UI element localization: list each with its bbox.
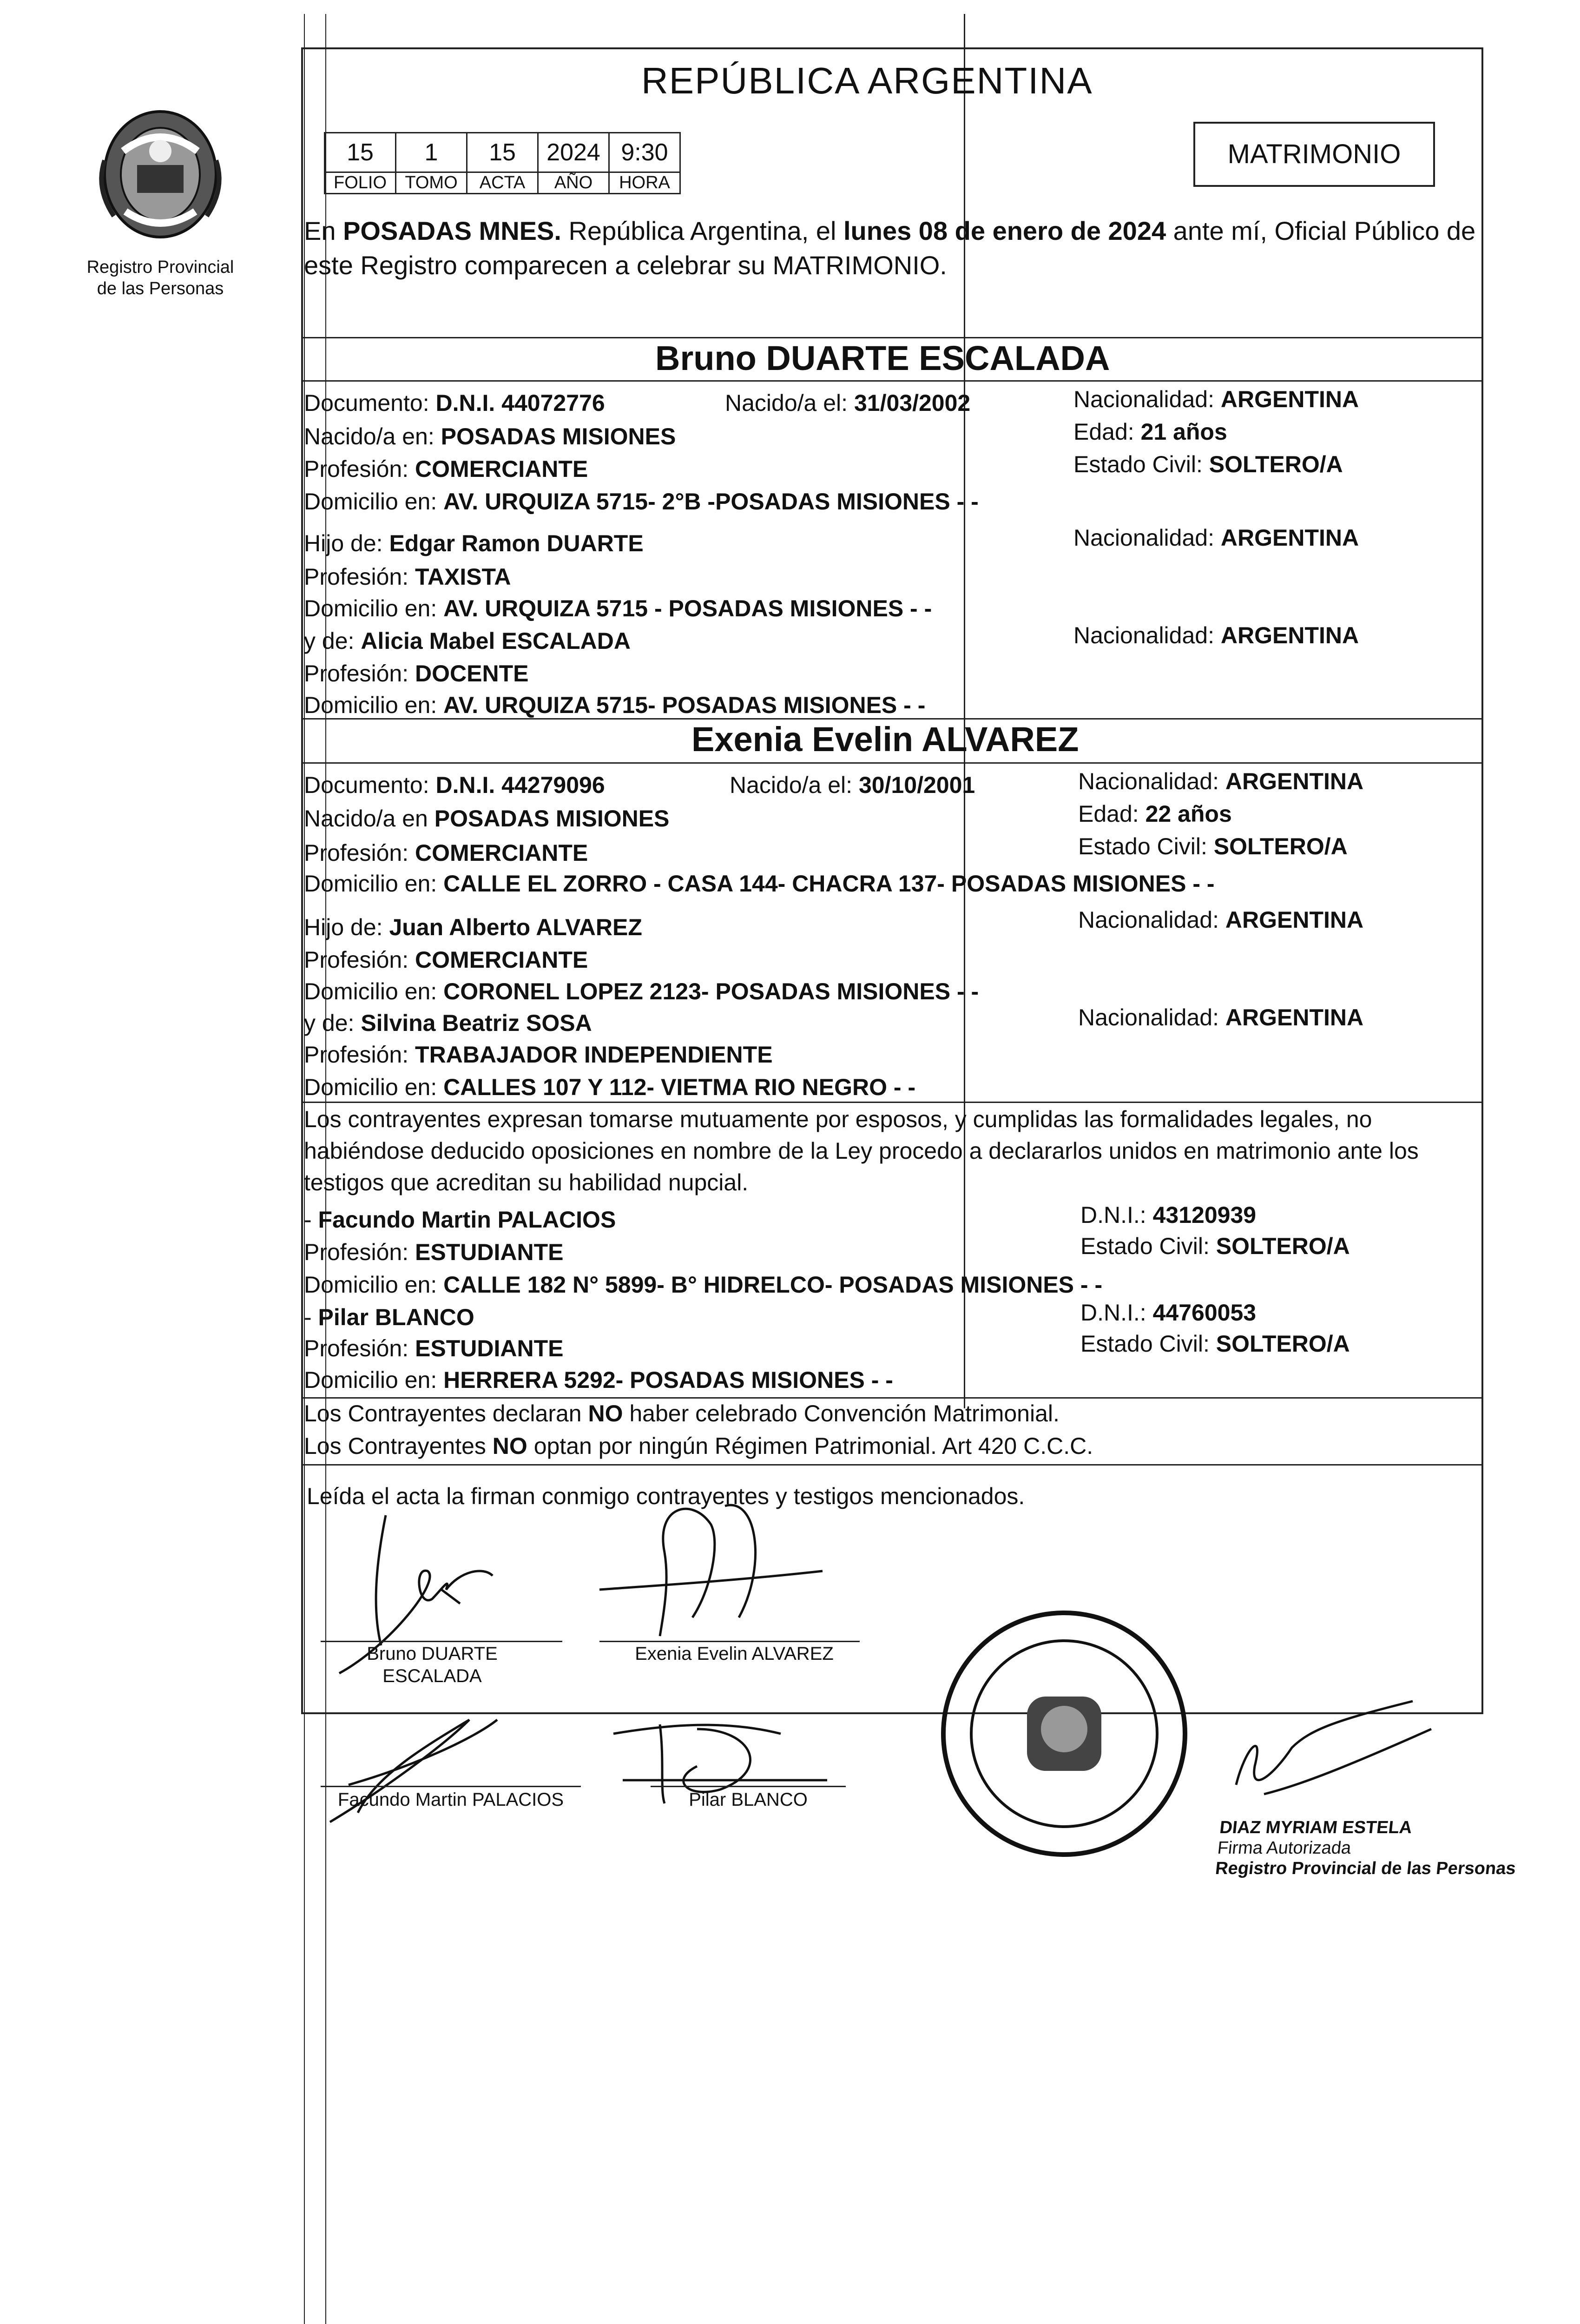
page-title: REPÚBLICA ARGENTINA — [641, 60, 1093, 101]
value: TRABAJADOR INDEPENDIENTE — [415, 1042, 773, 1068]
label: Nacido/a el: — [725, 390, 848, 416]
signature-line-3 — [321, 1786, 581, 1787]
label: Nacionalidad: — [1078, 1004, 1219, 1030]
label: Nacionalidad: — [1073, 386, 1214, 412]
spouse2-place — [304, 805, 669, 832]
divider-6 — [301, 1397, 1483, 1399]
official-office: Registro Provincial de las Personas — [1214, 1859, 1517, 1878]
value: SOLTERO/A — [1216, 1233, 1350, 1259]
label: Edad: — [1073, 419, 1134, 445]
value: COMERCIANTE — [415, 840, 588, 866]
spouse2-mother — [304, 1010, 592, 1037]
intro-text-2: República Argentina, el — [561, 216, 843, 245]
spouse1-name: Bruno DUARTE ESCALADA — [655, 339, 1110, 377]
value: DOCENTE — [415, 660, 529, 687]
value: ESTUDIANTE — [415, 1239, 564, 1265]
signature-facundo — [321, 1692, 516, 1841]
dash: - — [304, 1304, 318, 1330]
label: Profesión: — [304, 840, 409, 866]
witness1-civil — [1080, 1233, 1350, 1260]
spouse1-nat — [1073, 386, 1359, 413]
label: Hijo de: — [304, 530, 383, 556]
text2: haber celebrado Convención Matrimonial. — [623, 1400, 1060, 1426]
signature-exenia — [572, 1497, 850, 1645]
value: HERRERA 5292- POSADAS MISIONES - - — [443, 1367, 893, 1393]
label: Profesión: — [304, 564, 409, 590]
spouse2-mother-prof — [304, 1041, 773, 1068]
intro-text-1: En — [304, 216, 343, 245]
divider-2 — [301, 380, 1483, 382]
label: Estado Civil: — [1078, 833, 1207, 859]
value: AV. URQUIZA 5715- 2°B -POSADAS MISIONES - - — [443, 489, 979, 515]
dash: - — [304, 1207, 318, 1233]
value: 21 años — [1140, 419, 1227, 445]
witness1-prof — [304, 1239, 564, 1266]
convention-statement — [304, 1400, 1060, 1427]
closing-statement: Leída el acta la firman conmigo contrayentes y testigos mencionados. — [307, 1483, 1025, 1509]
label: Nacionalidad: — [1078, 768, 1219, 794]
label: Nacido/a en — [304, 805, 428, 832]
divider-4 — [301, 762, 1483, 764]
value: ARGENTINA — [1220, 622, 1359, 648]
acta-label: ACTA — [467, 172, 538, 194]
witness2-name — [304, 1304, 474, 1331]
official-name: DIAZ MYRIAM ESTELA — [1218, 1818, 1413, 1837]
spouse1-mother-nat — [1073, 622, 1359, 649]
hour-label: HORA — [609, 172, 680, 194]
label: Hijo de: — [304, 914, 383, 940]
value: Edgar Ramon DUARTE — [389, 530, 644, 556]
witness2-civil — [1080, 1330, 1350, 1357]
spouse1-age — [1073, 418, 1227, 445]
spouse2-mother-dom — [304, 1074, 915, 1101]
label: Profesión: — [304, 660, 409, 687]
label: Domicilio en: — [304, 692, 437, 718]
value: ARGENTINA — [1220, 525, 1359, 551]
value: 43120939 — [1152, 1202, 1257, 1228]
spouse2-father-dom — [304, 978, 979, 1005]
value: Alicia Mabel ESCALADA — [361, 628, 631, 654]
value: TAXISTA — [415, 564, 511, 590]
label: Domicilio en: — [304, 871, 437, 897]
year-value: 2024 — [538, 133, 609, 172]
value: CALLES 107 Y 112- VIETMA RIO NEGRO - - — [443, 1074, 916, 1100]
label: Nacionalidad: — [1073, 622, 1214, 648]
value: 31/03/2002 — [854, 390, 971, 416]
spouse2-mother-nat — [1078, 1004, 1363, 1031]
label: Estado Civil: — [1073, 451, 1203, 477]
label: Domicilio en: — [304, 1367, 437, 1393]
spouse2-name: Exenia Evelin ALVAREZ — [691, 720, 1079, 759]
value: COMERCIANTE — [415, 456, 588, 482]
value: 44760053 — [1152, 1300, 1257, 1326]
tomo-label: TOMO — [396, 172, 467, 194]
signature-label-3: Facundo Martin PALACIOS — [337, 1789, 564, 1810]
spouse1-doc — [304, 390, 605, 416]
value: Silvina Beatriz SOSA — [361, 1010, 592, 1036]
intro-city: POSADAS MNES. — [343, 216, 561, 245]
label: Profesión: — [304, 456, 409, 482]
year-label: AÑO — [538, 172, 609, 194]
regime-statement — [304, 1433, 1093, 1459]
text: Los Contrayentes declaran — [304, 1400, 588, 1426]
value: ARGENTINA — [1225, 768, 1364, 794]
spouse2-father — [304, 914, 642, 941]
spouse2-father-prof — [304, 946, 588, 973]
spouse1-dom — [304, 488, 979, 515]
text: Los Contrayentes — [304, 1433, 493, 1459]
spouse2-prof — [304, 839, 588, 866]
value: SOLTERO/A — [1213, 833, 1348, 859]
label: Nacionalidad: — [1073, 525, 1214, 551]
label: Domicilio en: — [304, 489, 437, 515]
spouse1-father-prof — [304, 563, 511, 590]
value: ARGENTINA — [1220, 386, 1359, 412]
label: Documento: — [304, 390, 429, 416]
label: Domicilio en: — [304, 978, 437, 1004]
witness1-dni — [1080, 1202, 1256, 1228]
spouse1-mother-prof — [304, 660, 529, 687]
tomo-value: 1 — [396, 133, 467, 172]
signature-official — [1208, 1692, 1441, 1831]
value: Facundo Martin PALACIOS — [318, 1207, 616, 1233]
spouse2-nat — [1078, 768, 1363, 795]
value: ARGENTINA — [1225, 1004, 1364, 1030]
divider-7 — [301, 1464, 1483, 1466]
label: Domicilio en: — [304, 1074, 437, 1100]
logo-caption-line1: Registro Provincial — [86, 257, 234, 277]
label: Profesión: — [304, 1042, 409, 1068]
logo-caption-line2: de las Personas — [97, 279, 224, 298]
spouse2-dom — [304, 870, 1215, 897]
label: Estado Civil: — [1080, 1331, 1210, 1357]
signature-line-2 — [599, 1641, 860, 1642]
value: SOLTERO/A — [1216, 1331, 1350, 1357]
official-role: Firma Autorizada — [1216, 1838, 1352, 1858]
label: Nacido/a el: — [730, 772, 853, 798]
spouse1-father — [304, 530, 644, 557]
no: NO — [492, 1433, 527, 1459]
no: NO — [588, 1400, 623, 1426]
value: COMERCIANTE — [415, 947, 588, 973]
label: Documento: — [304, 772, 429, 798]
signature-label-1 — [362, 1643, 502, 1687]
shield-seal-icon — [86, 95, 235, 244]
spouse2-born — [730, 772, 975, 799]
text2: optan por ningún Régimen Patrimonial. Art 420 C.C.C. — [527, 1433, 1093, 1459]
logo-caption — [60, 257, 260, 299]
folio-value: 15 — [325, 133, 396, 172]
witness2-prof — [304, 1335, 564, 1362]
label: D.N.I.: — [1080, 1202, 1146, 1228]
label: y de: — [304, 628, 355, 654]
intro-text-3: ante mí, Oficial Público de este Registro comparecen a celebrar su MATRIMONIO. — [304, 216, 1476, 280]
value: D.N.I. 44072776 — [435, 390, 605, 416]
registry-table — [324, 132, 681, 194]
signature-label-4: Pilar BLANCO — [689, 1789, 808, 1810]
folio-label: FOLIO — [325, 172, 396, 194]
label: D.N.I.: — [1080, 1300, 1146, 1326]
witness1-name — [304, 1206, 616, 1233]
witness2-dni — [1080, 1299, 1256, 1326]
witness1-dom — [304, 1271, 1102, 1298]
label: Profesión: — [304, 1335, 409, 1361]
spouse1-born — [725, 390, 970, 416]
signature-label-2: Exenia Evelin ALVAREZ — [635, 1644, 834, 1664]
spouse1-mother-dom — [304, 692, 925, 719]
intro-date: lunes 08 de enero de 2024 — [843, 216, 1166, 245]
value: ARGENTINA — [1225, 907, 1364, 933]
spouse2-father-nat — [1078, 906, 1363, 933]
hour-value: 9:30 — [609, 133, 680, 172]
line1: Bruno DUARTE — [367, 1644, 498, 1664]
value: AV. URQUIZA 5715- POSADAS MISIONES - - — [443, 692, 926, 718]
value: D.N.I. 44279096 — [435, 772, 605, 798]
divider-5 — [301, 1102, 1483, 1103]
label: Estado Civil: — [1080, 1233, 1210, 1259]
line2: ESCALADA — [382, 1666, 482, 1686]
value: 22 años — [1145, 801, 1232, 827]
label: Profesión: — [304, 1239, 409, 1265]
value: Juan Alberto ALVAREZ — [389, 914, 642, 940]
spouse1-place — [304, 423, 676, 450]
spouse2-doc — [304, 772, 605, 799]
intro-paragraph — [304, 214, 1480, 283]
official-seal-icon — [934, 1604, 1194, 1864]
label: Edad: — [1078, 801, 1139, 827]
value: ESTUDIANTE — [415, 1335, 564, 1361]
label: Nacionalidad: — [1078, 907, 1219, 933]
signature-line-1 — [321, 1641, 562, 1642]
label: Nacido/a en: — [304, 423, 434, 449]
declaration-paragraph: Los contrayentes expresan tomarse mutuamente por esposos, y cumplidas las formalidades legales, no habiéndose deducido oposiciones en nombre de la Ley procedo a declararlos unidos en matrimonio ante los testigos que acreditan su habilidad nupcial. — [304, 1106, 1419, 1195]
value: 30/10/2001 — [858, 772, 975, 798]
spouse2-civil — [1078, 833, 1348, 860]
spouse1-prof — [304, 456, 588, 482]
label: Profesión: — [304, 947, 409, 973]
spouse2-age — [1078, 800, 1232, 827]
signature-line-4 — [651, 1786, 846, 1787]
label: Domicilio en: — [304, 1272, 437, 1298]
value: CORONEL LOPEZ 2123- POSADAS MISIONES - - — [443, 978, 979, 1004]
value: SOLTERO/A — [1209, 451, 1343, 477]
label: y de: — [304, 1010, 355, 1036]
spouse1-civil — [1073, 451, 1343, 478]
spouse1-mother — [304, 627, 631, 654]
label: Domicilio en: — [304, 595, 437, 621]
spouse1-father-dom — [304, 595, 932, 622]
witness2-dom — [304, 1367, 893, 1393]
value: CALLE 182 N° 5899- B° HIDRELCO- POSADAS MISIONES - - — [443, 1272, 1103, 1298]
value: AV. URQUIZA 5715 - POSADAS MISIONES - - — [443, 595, 932, 621]
act-type-box: MATRIMONIO — [1193, 122, 1435, 187]
value: Pilar BLANCO — [318, 1304, 474, 1330]
acta-value: 15 — [467, 133, 538, 172]
spouse1-father-nat — [1073, 524, 1359, 551]
value: POSADAS MISIONES — [441, 423, 676, 449]
value: POSADAS MISIONES — [434, 805, 670, 832]
value: CALLE EL ZORRO - CASA 144- CHACRA 137- POSADAS MISIONES - - — [443, 871, 1215, 897]
